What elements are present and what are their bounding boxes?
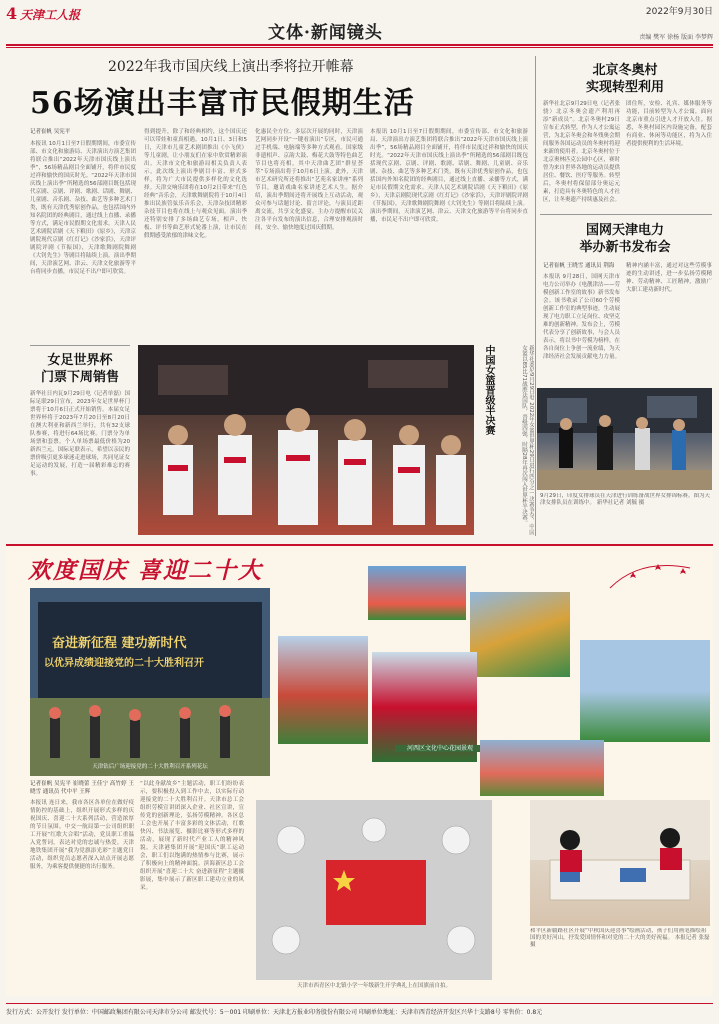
collage-photo-3 [278,636,368,744]
basketball-photo-graphic [138,345,474,535]
masthead-rule-thin [6,47,713,48]
collage-photo-5 [580,640,710,742]
square-photo [30,588,270,776]
tianjin-power-byline: 记者崔帆 王晓雪 通讯员 荆海 [543,263,615,269]
collage-photo-6 [480,740,604,796]
collage-photo-1 [368,566,466,620]
flag-photo-graphic [256,800,492,980]
section-title: 文体·新闻镜头 [268,23,383,43]
training-photo-caption: 9月29日，印度女排球员在天津进行训练备战世界女排锦标赛。图为天津女排队员在训练中。 新华社记者 刘毓 摄 [540,493,711,506]
tianjin-power-body2: 精神内涵丰富，通过对这些劳模事迹的生动讲述，进一步弘扬劳模精神、劳动精神、工匠精神，激励广大职工建功新时代。 [626,263,712,293]
women-cup-headline [30,352,130,386]
kids-photo-graphic [530,800,710,926]
women-cup-headline-1: 女足世界杯 [47,353,113,368]
training-photo [537,388,712,490]
tianjin-power-col1 [543,262,620,382]
kids-photo-caption: 和平区新疆路社区开展“中秋国庆迎喜事”绘画活动，孩子们用画笔描绘祖国的美好河山，抒发爱国情怀和对党的二十大的美好祝福。 本报记者 张磊 摄 [530,928,710,948]
column-divider [535,56,536,536]
lead-kicker: 2022年我市国庆线上演出季将拉开帷幕 [108,59,354,75]
lead-body-col4 [370,128,528,338]
beijing-winter-headline [545,62,705,96]
flag-photo-caption: 天津市西青区中北镇小学一年级新生开学典礼上在国旗前自拍。 [296,983,451,989]
lead-body-col3 [255,128,363,338]
women-cup-body-col [30,390,130,540]
paper-name: 天津工人报 [20,8,81,22]
volleyball-body: 新华社悉尼9月29日电 2022年女篮世界杯29日进行四分之一决赛争夺，中国女篮以85比71战胜法国队，晋级四强，时隔28年再次闯入世界杯半决赛。 [521,345,534,535]
lead-body-continued: 本报讯 10月1日至7日假期期间，市委宣传部、市文化和旅游局、天津演出方演艺集团将联合推出“2022年天津市国庆线上演出季”，56场精品剧目全面铺开，将伴市民度过祥和愉快的国庆时光。“2022年天津市国庆线上演出季”所精选的56部剧目既包括现代京剧、京剧、评剧、歌剧、话剧、舞剧、儿童剧、音乐剧、杂技、曲艺等多种艺术门类，既有天津优秀原创作品，也包括国内外知名院团的经典剧目，通过线上直播、录播等方式，满足市民假期文化需求。天津人民艺术剧院话剧《天下粮田》《原乡》，天津京剧院现代京剧《红灯记》《沙家浜》，天津评剧院评剧《节振国》，天津歌舞剧院舞剧《大钊先生》等剧目将陆续上演。演出季期间，天津演艺网、津云、天津文化旅游等平台将同步直播，市民足不出户即可欣赏。 [370,129,528,223]
beijing-winter-body: 新华社北京9月29日电（记者张骁）北京冬奥会遗产利用再添“新成员”。北京冬奥村29日宣布正式转型，作为人才公寓运营，为北京冬奥会和冬残奥会期间服务各国运动员的冬奥村将迎来新的使用者。北京冬奥村位于北京奥林匹克公园中心区，赛时曾为来自世界各地的运动员提供居住、餐饮、医疗等服务。转型后，冬奥村将保留部分奥运元素，打造具有冬奥特色的人才社区，让冬奥遗产持续惠及社会。 [543,101,620,203]
tianjin-power-col2 [626,262,712,382]
basketball-photo [138,345,474,535]
lead-body3: 化惠民全方位、多层次开展的同时，天津演艺网同步开设“一键看演出”专区，市民可通过手机端、电脑端等多种方式观看。国家级非遗相声、京韵大鼓、梅花大鼓等特色曲艺节目也将亮相，其中天津曲艺团“群星荟萃”专场演出将于10月6日上演。此外，天津市艺术研究所还将推出“艺苑名家讲座”系列节目，邀请戏曲名家讲述艺术人生。据介绍，演出季期间还将开展线上互动活动，观众可参与话题讨论、留言评论，与演员近距离交流，共享文化盛宴。主办方提醒市民关注各平台发布的演出信息，合理安排观演时间，安全、愉快地度过国庆假期。 [255,129,363,231]
editors-credit: 责编 樊军 徐杨 版面 李梦辉 [639,34,713,41]
collage-photo-2 [470,592,570,677]
square-photo-caption: 天津钻后广场迎接党的二十大胜利召开系列花坛 [92,764,208,770]
lead-body-col2 [144,128,247,366]
flag-photo [256,800,492,980]
lead-headline: 56场演出丰富市民假期生活 [30,86,415,121]
beijing-winter-headline-2: 实现转型利用 [585,80,664,95]
lead-body: 本报讯 10月1日至7日假期期间，市委宣传部、市文化和旅游局、天津演出方演艺集团将联合推出“2022年天津市国庆线上演出季”，56场精品剧目全面铺开，将伴市民度过祥和愉快的国庆时光。“2022年天津市国庆线上演出季”所精选的56部剧目既包括现代京剧、京剧、评剧、歌剧、话剧、舞剧、儿童剧、音乐剧、杂技、曲艺等多种艺术门类，既有天津优秀原创作品，也包括国内外知名院团的经典剧目，通过线上直播、录播等方式，满足市民假期文化需求。天津人民艺术剧院话剧《天下粮田》《原乡》，天津京剧院现代京剧《红灯记》《沙家浜》，天津评剧院评剧《节振国》，天津歌舞剧院舞剧《大钊先生》等剧目将陆续上演。演出季期间，天津演艺网、津云、天津文化旅游等平台将同步直播，市民足不出户即可欣赏。 [30,141,136,275]
square-photo-graphic [30,588,270,776]
volleyball-headline: 中国女篮晋级半决赛 [483,345,494,435]
women-cup-top-rule [30,345,130,346]
tianjin-power-headline-2: 举办新书发布会 [579,240,671,255]
masthead-rule [6,44,713,46]
lead-body-col1 [30,128,136,366]
beijing-winter-headline-1: 北京冬奥村 [592,63,658,78]
women-cup-body: 新华社日内瓦9月29日电（记者单磊）国际足联29日宣布，2023年女足世界杯门票将于10月6日正式开始销售。本届女足世界杯将于2023年7月20日至8月20日在澳大利亚和新西兰举行，共有32支球队参赛，将进行64场比赛。门票分为单场票和套票，个人单场票最低价格为20新西兰元。国际足联表示，希望以亲民的票价吸引更多球迷走进球场，共同见证女足运动的发展，打造一届精彩难忘的赛事。 [30,391,130,477]
tianjin-power-body: 本报讯 9月28日，国网天津市电力公司举办《电靓津沽——劳模创新工作室的故事》新书发布会。该书收录了公司60个劳模创新工作室的典型事迹，生动展现了电力职工立足岗位、攻坚克难的创新精神。发布会上，劳模代表分享了创新故事，与会人员表示，将以书中劳模为榜样，在各自岗位上争创一流业绩，为天津经济社会发展贡献电力力量。 [543,274,620,360]
feature-body-col1 [30,780,134,992]
garden-caption: 河西区文化中心花园景观 [395,745,485,752]
volleyball-body-col [496,345,534,535]
feature-byline: 记者崔帆 吴宪平 崔晓蕾 王佳宁 高竹婷 王晓雪 通讯员 代中平 王辉 [30,781,134,795]
feature-top-rule [6,544,713,546]
decorative-lantern-icon [600,548,710,608]
kids-photo [530,800,710,926]
issue-date: 2022年9月30日 [645,7,713,17]
feature-title: 欢度国庆 喜迎二十大 [28,557,264,584]
tianjin-power-headline-1: 国网天津电力 [585,223,664,238]
beijing-winter-col2 [626,100,712,210]
footer-publishing-info: 发行方式：公开发行 发行单位：中国邮政集团有限公司天津市分公司 邮发代号：5－001 印刷单位：天津北方报业印务股份有限公司 印刷单位地址：天津市西青经济开发区兴华十支路8号 零售价：0.8元 [6,1003,713,1021]
lead-body2: 得到提升，除了和经典相约，这个国庆还可以带娃和童真相遇。10月1日、3日和5日，天津市儿童艺术剧团推出《小飞侠》等儿童剧，让小朋友们在家中欣赏精彩演出。天津市文化和旅游局相关负责人表示，此次线上演出季剧目丰富、形式多样，将为广大市民提供多样化的文化选择。天津交响乐团将在10月2日带来“红色经典”音乐会，天津歌舞剧院将于10月4日推出民族管弦乐音乐会，天津杂技团精彩杂技节目也将在线上与观众见面。演出季还特别安排了多场曲艺专场，相声、快板、评书等曲艺形式轮番上演，让市民在假期感受浓郁的津味文化。 [144,129,247,239]
beijing-winter-divider [540,214,712,215]
page-number: 4 [6,4,18,23]
training-photo-graphic [537,388,712,490]
feature-body2: “以此身献故乡”主题活动，职工们纷纷表示，要积极投入到工作中去，以实际行动迎接党的二十大胜利召开。天津市总工会组织劳模宣讲团深入企业、社区宣讲，宣传党的创新理论，弘扬劳模精神。各区总工会也开展了丰富多彩的文体活动，红歌快闪、书法展览、摄影比赛等形式多样的活动，展现了新时代产业工人的精神风貌。天津港集团开展“迎国庆”职工运动会，职工们以饱满的热情参与比赛，展示了积极向上的精神面貌。滨海新区总工会组织开展“喜迎二十大 奋进新征程”主题摄影展，集中展示了新区职工建功立业的风采。 [140,781,244,891]
feature-body: 本报讯 连日来，我市各区各单位在做好疫情防控的基础上，组织开展形式多样的庆祝国庆、喜迎二十大系列活动，营造浓厚的节日氛围。中交一航局第一公司组织职工开展“红歌大合唱”活动，党员职工重温入党誓词，表达对党的忠诚与热爱。天津地铁集团开展“我为党旗添光彩”主题党日活动，组织党员志愿者深入站点开展志愿服务，为乘客提供便捷的出行服务。 [30,800,134,870]
tianjin-power-headline [545,222,705,256]
beijing-winter-col1 [543,100,620,210]
lead-byline: 记者崔帆 吴宪平 [30,129,71,135]
women-cup-headline-2: 门票下周销售 [40,370,119,385]
banner-slogan-line1: 奋进新征程 建功新时代 [52,636,187,651]
beijing-winter-body2: 团住所，安检、礼宾、媒体服务等功能，目前转型为人才公寓，面向北京市重点引进人才开放入住。据悉，冬奥村园区内设施完备，配套有商业、休闲等功能区，将为入住者提供便利的生活环境。 [626,101,712,147]
banner-slogan-line2: 以优异成绩迎接党的二十大胜利召开 [44,658,204,669]
masthead [6,4,713,43]
feature-body-col2 [140,780,244,992]
